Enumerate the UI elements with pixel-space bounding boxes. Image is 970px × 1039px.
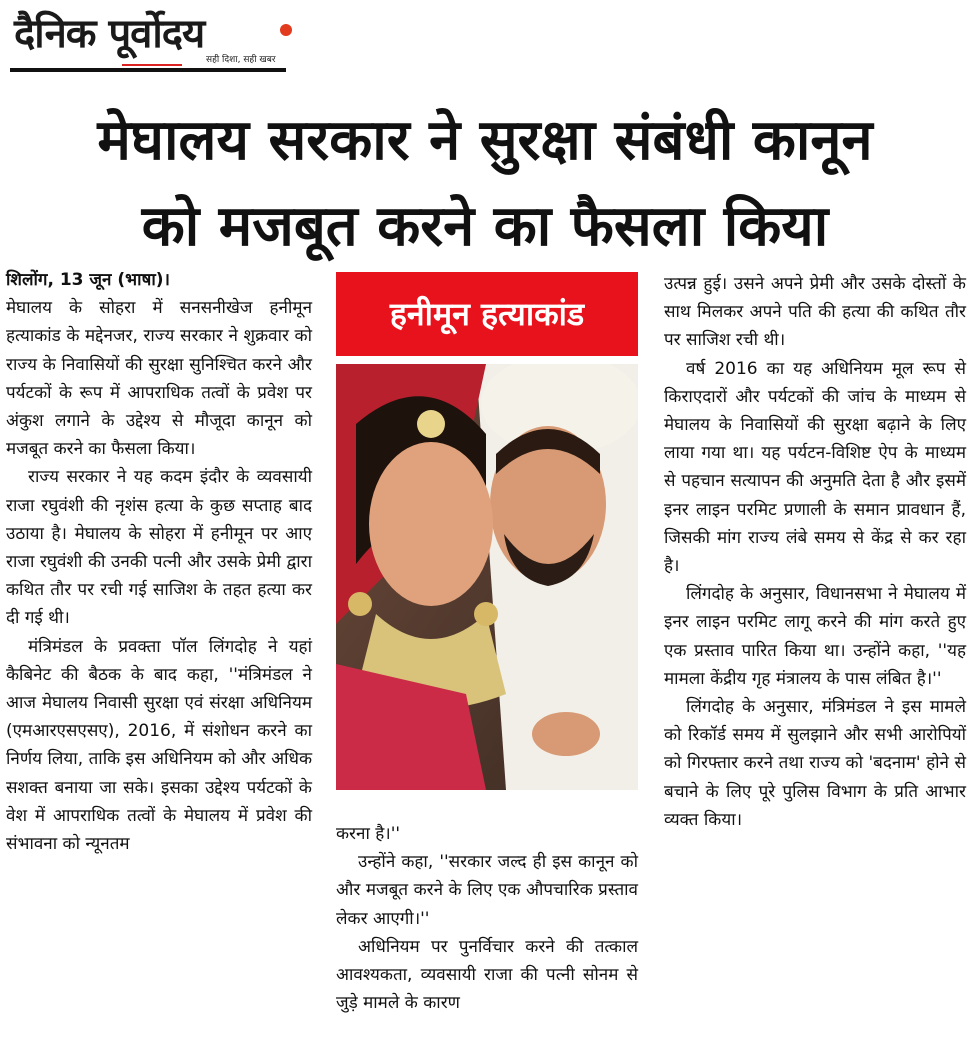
paragraph: राज्य सरकार ने यह कदम इंदौर के व्यवसायी राजा रघुवंशी की नृशंस हत्या के कुछ सप्ताह बाद उठाया है। मेघालय के सोहरा में हनीमून पर आए राजा रघुवंशी की उनकी पत्नी और उसके प्रेमी द्वारा कथित तौर पर रची गई साजिश के तहत हत्या कर दी गई थी।	[6, 467, 312, 629]
article-column-3	[664, 270, 966, 834]
masthead-title: दैनिक पूर्वोदय	[14, 11, 205, 57]
headline	[10, 98, 960, 270]
masthead-rule	[10, 68, 286, 72]
masthead	[10, 8, 286, 72]
dateline: शिलोंग, 13 जून (भाषा)।	[6, 270, 170, 290]
paragraph: उन्होंने कहा, ''सरकार जल्द ही इस कानून को और मजबूत करने के लिए एक औपचारिक प्रस्ताव लेकर आएगी।''	[336, 852, 638, 929]
paragraph: मेघालय के सोहरा में सनसनीखेज हनीमून हत्याकांड के मद्देनजर, राज्य सरकार ने शुक्रवार को राज्य के निवासियों की सुरक्षा सुनिश्चित करने और पर्यटकों के रूप में आपराधिक तत्वों के प्रवेश पर अंकुश लगाने के उद्देश्य से मौजूदा कानून को मजबूत करने का फैसला किया।	[6, 298, 312, 460]
wedding-couple-photo-icon	[336, 364, 638, 790]
section-banner: हनीमून हत्याकांड	[336, 272, 638, 356]
article-column-1	[6, 266, 312, 858]
paragraph: लिंगदोह के अनुसार, मंत्रिमंडल ने इस मामले को रिकॉर्ड समय में सुलझाने और सभी आरोपियों को गिरफ्तार करने तथा राज्य को 'बदनाम' होने से बचाने के लिए पूरे पुलिस विभाग के प्रति आभार व्यक्त किया।	[664, 697, 966, 830]
headline-line-1: मेघालय सरकार ने सुरक्षा संबंधी कानून	[97, 108, 873, 173]
paragraph: उत्पन्न हुई। उसने अपने प्रेमी और उसके दोस्तों के साथ मिलकर अपने पति की हत्या की कथित तौर पर साजिश रची थी।	[664, 274, 966, 351]
paragraph: लिंगदोह के अनुसार, विधानसभा ने मेघालय में इनर लाइन परमिट लागू करने की मांग करते हुए एक प्रस्ताव पारित किया था। उन्होंने कहा, ''यह मामला केंद्रीय गृह मंत्रालय के पास लंबित है।''	[664, 584, 966, 689]
masthead-dot-icon	[280, 24, 292, 36]
paragraph: अधिनियम पर पुनर्विचार करने की तत्काल आवश्यकता, व्यवसायी राजा की पत्नी सोनम से जुड़े मामले के कारण	[336, 936, 638, 1014]
paragraph: मंत्रिमंडल के प्रवक्ता पॉल लिंगदोह ने यहां कैबिनेट की बैठक के बाद कहा, ''मंत्रिमंडल ने आज मेघालय निवासी सुरक्षा एवं संरक्षा अधिनियम (एमआरएसएसए), 2016, में संशोधन करने का निर्णय लिया, ताकि इस अधिनियम को और अधिक सशक्त बनाया जा सके। इसका उद्देश्य पर्यटकों के वेश में आपराधिक तत्वों के मेघालय में प्रवेश की संभावना को न्यूनतम	[6, 636, 312, 855]
headline-line-2: को मजबूत करने का फैसला किया	[141, 194, 829, 259]
paragraph: वर्ष 2016 का यह अधिनियम मूल रूप से किराएदारों और पर्यटकों की जांच के माध्यम से मेघालय के निवासियों की सुरक्षा बढ़ाने के लिए लाया गया था। यह पर्यटन-विशिष्ट ऐप के माध्यम से पहचान सत्यापन की अनुमति देता है और इसमें इनर लाइन परमिट प्रणाली के समान प्रावधान हैं, जिसकी मांग राज्य लंबे समय से केंद्र से कर रहा है।	[664, 358, 966, 577]
article-column-2	[336, 820, 638, 1017]
paragraph: करना है।''	[336, 824, 401, 844]
masthead-tagline: सही दिशा, सही खबर	[206, 55, 276, 65]
masthead-accent	[122, 64, 182, 66]
